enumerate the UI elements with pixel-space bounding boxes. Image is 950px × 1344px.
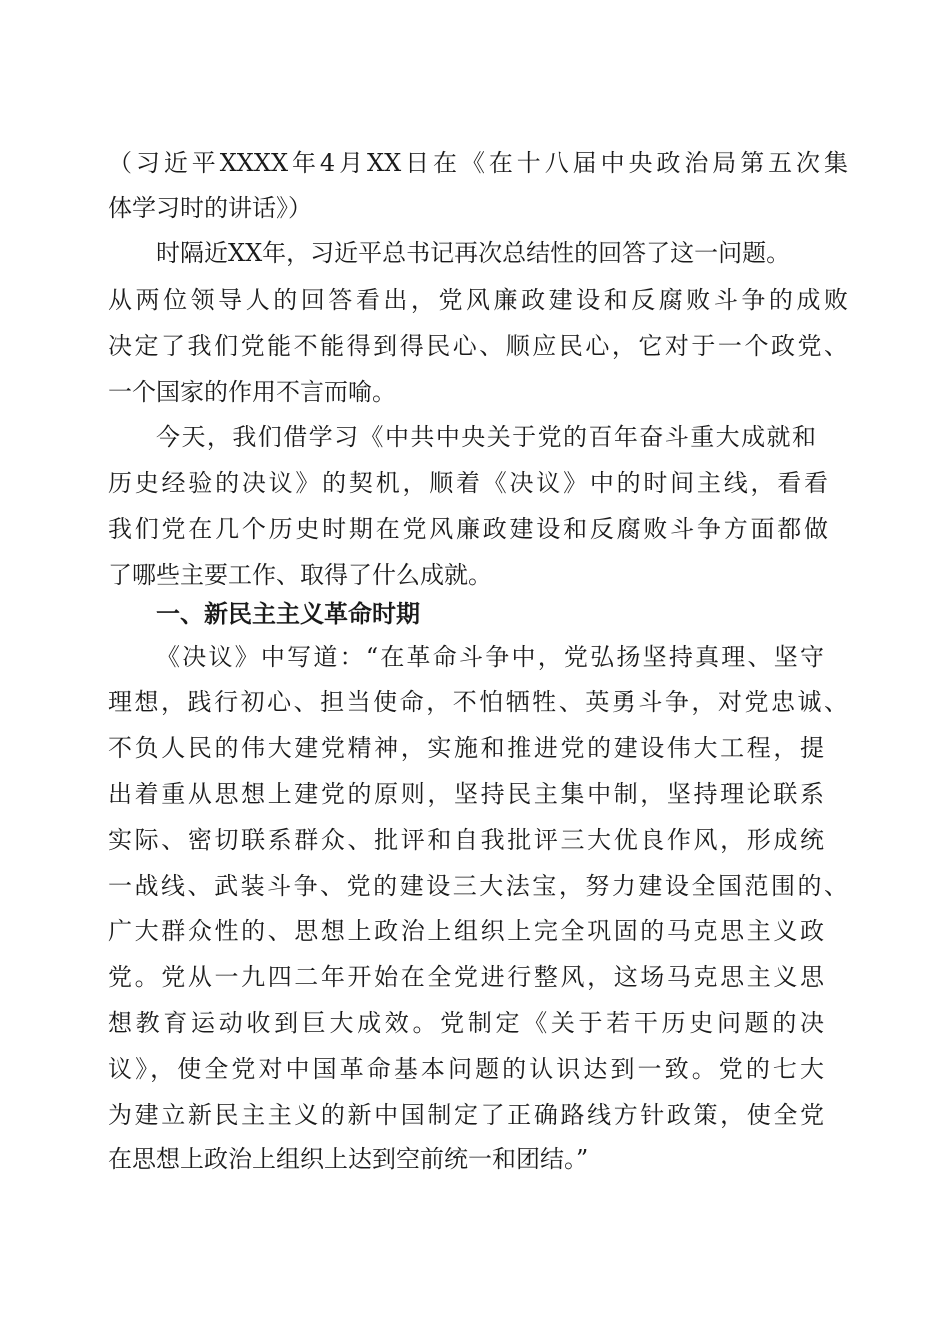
paragraph-1-line-1: 时隔近XX年，习近平总书记再次总结性的回答了这一问题。 [156,239,791,267]
quote-line-5: 实际、密切联系群众、批评和自我批评三大优良作风，形成统 [108,826,824,854]
section-heading: 一、新民主主义革命时期 [156,600,420,628]
quote-line-1: 《决议》中写道：“在革命斗争中，党弘扬坚持真理、坚守 [156,643,824,671]
paragraph-1-line-2: 从两位领导人的回答看出，党风廉政建设和反腐败斗争的成败 [108,286,848,314]
paragraph-2-line-3: 我们党在几个历史时期在党风廉政建设和反腐败斗争方面都做 [108,515,828,543]
paragraph-1-line-4: 一个国家的作用不言而喻。 [108,378,396,406]
paragraph-2-line-1: 今天，我们借学习《中共中央关于党的百年奋斗重大成就和 [156,423,816,451]
paragraph-1-line-3: 决定了我们党能不能得到得民心、顺应民心，它对于一个政党、 [108,332,848,360]
quote-line-7: 广大群众性的、思想上政治上组织上完全巩固的马克思主义政 [108,917,824,945]
citation-line-1: （习近平XXXX年4月XX日在《在十八届中央政治局第五次集 [108,149,848,177]
quote-line-8: 党。党从一九四二年开始在全党进行整风，这场马克思主义思 [108,963,824,991]
quote-line-3: 不负人民的伟大建党精神，实施和推进党的建设伟大工程，提 [108,734,824,762]
quote-line-4: 出着重从思想上建党的原则，坚持民主集中制，坚持理论联系 [108,780,824,808]
paragraph-2-line-2: 历史经验的决议》的契机，顺着《决议》中的时间主线，看看 [108,469,828,497]
quote-line-11: 为建立新民主主义的新中国制定了正确路线方针政策，使全党 [108,1101,824,1129]
quote-line-12: 在思想上政治上组织上达到空前统一和团结。” [108,1145,589,1173]
quote-line-9: 想教育运动收到巨大成效。党制定《关于若干历史问题的决 [108,1009,824,1037]
quote-line-6: 一战线、武装斗争、党的建设三大法宝，努力建设全国范围的、 [108,872,848,900]
quote-line-10: 议》，使全党对中国革命基本问题的认识达到一致。党的七大 [108,1055,824,1083]
citation-line-2: 体学习时的讲话》） [108,194,312,222]
paragraph-2-line-4: 了哪些主要工作、取得了什么成就。 [108,561,492,589]
quote-line-2: 理想，践行初心、担当使命，不怕牺牲、英勇斗争，对党忠诚、 [108,688,848,716]
